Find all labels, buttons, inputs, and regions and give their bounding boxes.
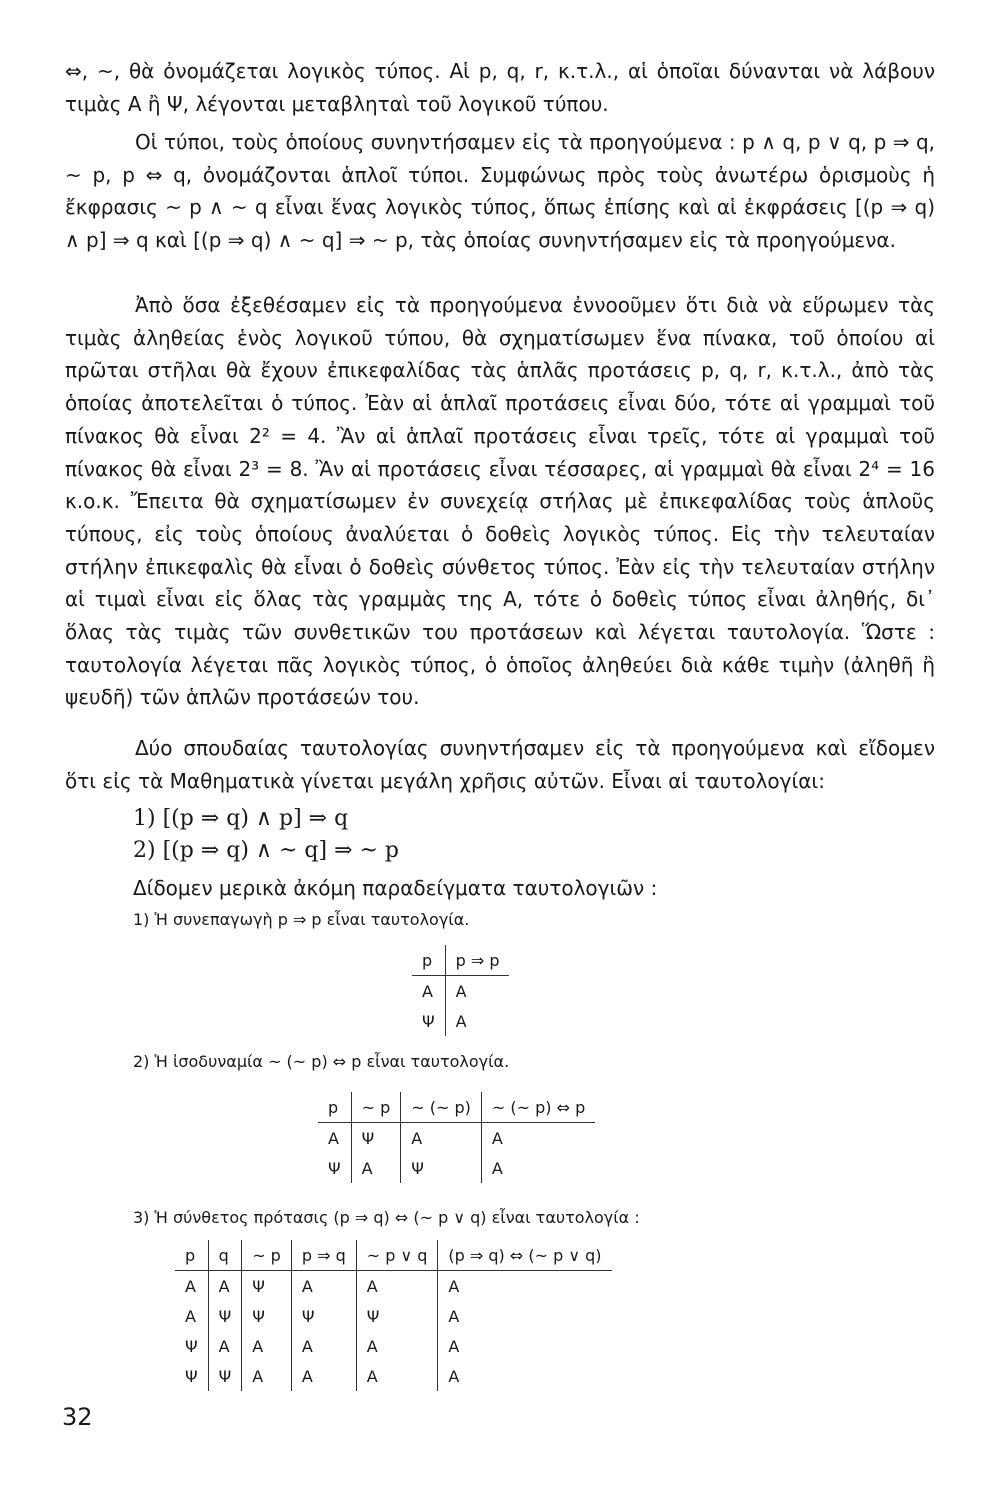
table-header-cell: p [318,1092,351,1123]
table-header-cell: (p ⇒ q) ⇔ (~ p ∨ q) [438,1240,612,1271]
table-cell: Α [208,1331,242,1361]
table-header-row [318,1092,595,1123]
table-header-cell: p ⇒ q [291,1240,356,1271]
table-row [175,1361,612,1391]
table-header-cell: ~ p [351,1092,401,1123]
table-cell: Α [445,976,509,1007]
table-row [175,1301,612,1331]
table-cell: Α [438,1301,612,1331]
table-row [318,1153,595,1183]
table-cell: Α [356,1331,438,1361]
table-cell: Ψ [351,1123,401,1154]
table-header-cell: ~ p ∨ q [356,1240,438,1271]
table-header-cell: q [208,1240,242,1271]
table-cell: Ψ [185,1336,198,1356]
truth-table-2 [318,1092,595,1183]
table-header-cell: ~ (~ p) ⇔ p [481,1092,595,1123]
table-cell: Α [242,1361,292,1391]
table-row [175,1271,612,1302]
table-cell: Α [422,981,433,1001]
table-cell: Α [242,1331,292,1361]
paragraph-two-tautologies: Δύο σπουδαίας ταυτολογίας συνηντήσαμεν εἰς τὰ προηγούμενα καὶ εἴδομεν ὅτι εἰς τὰ Μαθηματικὰ γίνεται μεγάλη χρῆσις αὐτῶν. Εἶναι αἱ ταυτολογίαι: [65,736,935,793]
paragraph-simple-formulas: Οἱ τύποι, τοὺς ὁποίους συνηντήσαμεν εἰς τὰ προηγούμενα : p ∧ q, p ∨ q, p ⇒ q, ~ p, p ⇔ q, ὀνομάζονται ἁπλοῖ τύποι. Συμφώνως πρὸς τοὺς ἀνωτέρω ὁρισμοὺς ἡ ἔκφρασις ~ p ∧ ~ q εἶναι ἕνας λογικὸς τύπος, ὅπως ἐπίσης καὶ αἱ ἐκφράσεις [(p ⇒ q) ∧ p] ⇒ q καὶ [(p ⇒ q) ∧ ~ q] ⇒ ~ p, τὰς ὁποίας συνηντήσαμεν εἰς τὰ προηγούμενα. [65,130,935,253]
table-cell: Α [291,1361,356,1391]
table-cell: Α [291,1331,356,1361]
example-2-caption: 2) Ἡ ἰσοδυναμία ~ (~ p) ⇔ p εἶναι ταυτολογία. [133,1052,510,1071]
table-cell: Α [208,1271,242,1302]
tautology-formula-1: 1) [(p ⇒ q) ∧ p] ⇒ q [133,806,349,831]
page-number: 32 [62,1403,93,1431]
table-cell: Α [481,1123,595,1154]
table-row [318,1123,595,1154]
table-cell: Α [185,1276,196,1296]
table-cell: Ψ [291,1301,356,1331]
table-cell: Α [481,1153,595,1183]
table-row [175,1331,612,1361]
paragraph-variables: ⇔, ~, θὰ ὀνομάζεται λογικὸς τύπος. Αἱ p, q, r, κ.τ.λ., αἱ ὁποῖαι δύνανται νὰ λάβουν τιμὰς Α ἢ Ψ, λέγονται μεταβληταὶ τοῦ λογικοῦ τύπου. [65,59,935,116]
example-1-caption: 1) Ἡ συνεπαγωγὴ p ⇒ p εἶναι ταυτολογία. [133,910,470,929]
tautology-formula-2: 2) [(p ⇒ q) ∧ ~ q] ⇒ ~ p [133,838,400,863]
table-cell: Α [291,1271,356,1302]
table-cell: Α [438,1361,612,1391]
table-header-row [175,1240,612,1271]
truth-table-3 [175,1240,612,1391]
table-header-row [412,945,509,976]
table-cell: Α [351,1153,401,1183]
table-cell: Α [356,1361,438,1391]
table-header-cell: p [175,1240,208,1271]
table-cell: Α [185,1306,196,1326]
table-cell: Ψ [185,1366,198,1386]
table-cell: Α [438,1331,612,1361]
table-header-cell: ~ p [242,1240,292,1271]
table-cell: Ψ [422,1011,435,1031]
truth-table-1 [412,945,509,1036]
table-cell: Ψ [356,1301,438,1331]
table-cell: Α [328,1128,339,1148]
table-row [412,1006,509,1036]
paragraph-truth-tables: Ἀπὸ ὅσα ἐξεθέσαμεν εἰς τὰ προηγούμενα ἐννοοῦμεν ὅτι διὰ νὰ εὕρωμεν τὰς τιμὰς ἀληθείας ἑνὸς λογικοῦ τύπου, θὰ σχηματίσωμεν ἕνα πίνακα, τοῦ ὁποίου αἱ πρῶται στῆλαι θὰ ἔχουν ἐπικεφαλίδας τὰς ἁπλᾶς προτάσεις p, q, r, κ.τ.λ., ἀπὸ τὰς ὁποίας ἀποτελεῖται ὁ τύπος. Ἐὰν αἱ ἁπλαῖ προτάσεις εἶναι δύο, τότε αἱ γραμμαὶ τοῦ πίνακος θὰ εἶναι 2² = 4. Ἂν αἱ ἁπλαῖ προτάσεις εἶναι τρεῖς, τότε αἱ γραμμαὶ τοῦ πίνακος θὰ εἶναι 2³ = 8. Ἂν αἱ προτάσεις εἶναι τέσσαρες, αἱ γραμμαὶ θὰ εἶναι 2⁴ = 16 κ.ο.κ. Ἔπειτα θὰ σχηματίσωμεν ἐν συνεχείᾳ στήλας μὲ ἐπικεφαλίδας τοὺς ἁπλοῦς τύπους, εἰς τοὺς ὁποίους ἀναλύεται ὁ δοθεὶς λογικὸς τύπος. Εἰς τὴν τελευταίαν στήλην ἐπικεφαλὶς θὰ εἶναι ὁ δοθεὶς σύνθετος τύπος. Ἐὰν εἰς τὴν τελευταίαν στήλην αἱ τιμαὶ εἶναι εἰς ὅλας τὰς γραμμὰς της Α, τότε ὁ δοθεὶς τύπος εἶναι ἀληθής, δι᾽ ὅλας τὰς τιμὰς τῶν συνθετικῶν του προτάσεων καὶ λέγεται ταυτολογία. Ὥστε : ταυτολογία λέγεται πᾶς λογικὸς τύπος, ὁ ὁποῖος ἀληθεύει διὰ κάθε τιμὴν (ἀληθῆ ἢ ψευδῆ) τῶν ἁπλῶν προτάσεών του. [65,293,935,710]
examples-intro: Δίδομεν μερικὰ ἀκόμη παραδείγματα ταυτολογιῶν : [133,876,658,900]
table-header-cell: p ⇒ p [445,945,509,976]
table-cell: Ψ [208,1361,242,1391]
table-cell: Α [438,1271,612,1302]
table-cell: Ψ [242,1301,292,1331]
table-header-cell: ~ (~ p) [401,1092,482,1123]
table-cell: Α [401,1123,482,1154]
table-row [412,976,509,1007]
table-cell: Ψ [242,1271,292,1302]
table-header-cell: p [412,945,445,976]
table-cell: Ψ [328,1158,341,1178]
table-cell: Ψ [208,1301,242,1331]
table-cell: Α [356,1271,438,1302]
table-cell: Ψ [401,1153,482,1183]
example-3-caption: 3) Ἡ σύνθετος πρότασις (p ⇒ q) ⇔ (~ p ∨ q) εἶναι ταυτολογία : [133,1208,640,1227]
table-cell: Α [445,1006,509,1036]
